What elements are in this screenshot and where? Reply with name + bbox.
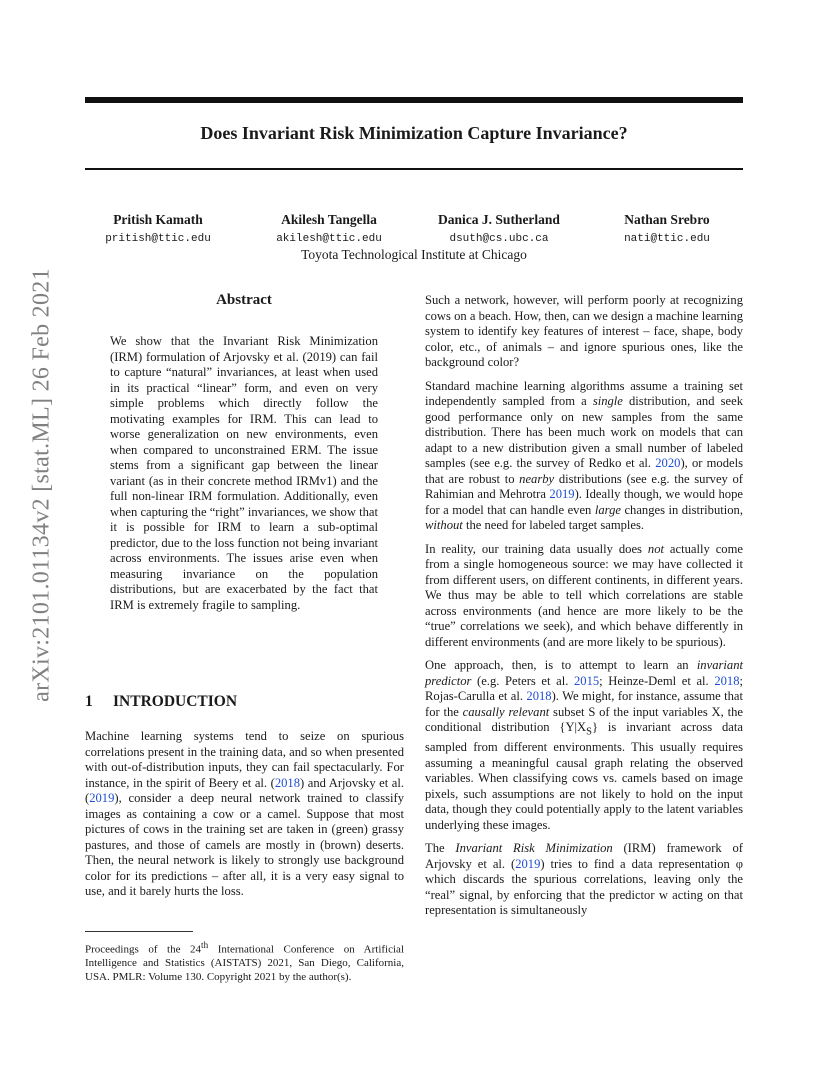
text-run: ). Ideally though, we would hope for a model that can handle even <box>425 487 743 517</box>
text-run: One approach, then, is to attempt to learn an <box>425 658 697 672</box>
section-number: 1 <box>85 693 93 710</box>
superscript: th <box>201 940 209 950</box>
paragraph <box>425 293 743 371</box>
author-block <box>582 212 752 245</box>
emphasis: not <box>647 541 664 556</box>
emphasis: Invariant Risk Minimization <box>455 841 613 856</box>
citation-link[interactable]: 2020 <box>655 456 681 470</box>
text-run: Machine learning systems tend to seize on spurious correlations present in the training data, and so when presented with out-of-distribution inputs, they can fail spectacularly. For instance, in the spirit of Beery et al. ( <box>85 729 404 790</box>
text-run: In reality, our training data usually does <box>425 541 648 556</box>
text-run: Standard machine learning algorithms assume a training set independently sampled from a <box>425 378 743 408</box>
author-name: Danica J. Sutherland <box>438 212 560 227</box>
text-run: the need for labeled target samples. <box>462 518 645 532</box>
text-run: distribution, and seek good performance only on new samples from the same distribution. There has been much work on models that can adapt to a new distribution given a small number of labeled samples (see e.g. the survey of Redko et al. <box>425 394 744 470</box>
author-block <box>414 212 584 245</box>
abstract-heading: Abstract <box>216 292 272 308</box>
subscript: S <box>586 726 592 738</box>
emphasis: nearby <box>519 471 555 486</box>
emphasis: single <box>592 394 623 408</box>
author-name: Nathan Srebro <box>624 212 710 227</box>
citation-link[interactable]: 2019 <box>549 487 575 501</box>
text-run: } is invariant across data sampled from different environments. This usually requires assuming a meaningful causal graph relating the observed variables. When classifying cows vs. camels based on image pixels, such assumptions are not likely to hold on the input data, though they could potentially apply to the latent variables underlying these images. <box>425 720 743 832</box>
citation-link[interactable]: 2018 <box>526 689 552 703</box>
paragraph <box>425 542 743 651</box>
text-run: The <box>425 841 456 856</box>
text-run: (IRM) framework of Arjovsky et al. ( <box>425 841 743 871</box>
text-run: changes in distribution, <box>620 502 743 517</box>
section-heading <box>85 693 237 711</box>
text-run: ). We might, for instance, assume that for the <box>425 689 743 719</box>
author-name: Akilesh Tangella <box>281 212 377 227</box>
emphasis: without <box>425 518 463 532</box>
text-run: ), or models that are robust to <box>425 456 743 486</box>
author-block <box>73 212 243 245</box>
text-run: ; Rojas-Carulla et al. <box>425 673 743 703</box>
paper-title: Does Invariant Risk Minimization Capture Invariance? <box>200 123 628 143</box>
citation-link[interactable]: 2018 <box>714 673 740 688</box>
citation-link[interactable]: 2019 <box>515 856 541 871</box>
text-run: (e.g. Peters et al. <box>471 673 574 688</box>
arxiv-identifier: arXiv:2101.01134v2 [stat.ML] 26 Feb 2021 <box>28 268 55 702</box>
emphasis: causally relevant <box>462 704 550 719</box>
right-column <box>425 293 743 927</box>
abstract-text: We show that the Invariant Risk Minimization (IRM) formulation of Arjovsky et al. (2019) can fail to capture “natural” invariances, at least when used in its practical “linear” form, and even on very simple problems which directly follow the motivating examples for IRM. This can lead to worse generalization on new environments, even when compared to unconstrained ERM. The issue stems from a significant gap between the linear variant (as in their concrete method IRMv1) and the full non-linear IRM formulation. Additionally, even when capturing the “right” invariances, we show that it is possible for IRM to learn a sub-optimal predictor, due to the loss function not being invariant across environments. The issues arise even when measuring invariance on the population distributions, but are exacerbated by the fact that IRM is extremely fragile to sampling. <box>110 334 378 612</box>
paragraph <box>425 841 743 919</box>
author-email: akilesh@ttic.edu <box>276 233 382 245</box>
text-run: Such a network, however, will perform poorly at recognizing cows on a beach. How, then, can we design a machine learning system to identify key features of interest – face, shape, body color, etc., of animals – and ignore spurious ones, like the background color? <box>425 293 743 369</box>
author-email: dsuth@cs.ubc.ca <box>449 233 549 245</box>
text-run: International Conference on Artificial Intelligence and Statistics (AISTATS) 2021, San Diego, California, USA. PMLR: Volume 130. Copyright 2021 by the author(s). <box>85 943 404 983</box>
paragraph <box>425 379 743 534</box>
author-email: nati@ttic.edu <box>624 233 710 245</box>
text-run: ), consider a deep neural network trained to classify images as containing a cow or a camel. Suppose that most pictures of cows in the training set are taken in (green) grassy pastures, and those of camels are mostly in (brown) deserts. Then, the neural network is likely to strongly use background color for its predictions – after all, it is a very easy signal to use, and it barely hurts the loss. <box>85 791 404 898</box>
emphasis: large <box>594 502 621 517</box>
author-block <box>244 212 414 245</box>
text-run: ) and Arjovsky et al. ( <box>85 775 405 805</box>
citation-link[interactable]: 2015 <box>573 673 600 688</box>
citation-link[interactable]: 2018 <box>274 775 300 790</box>
text-run: actually come from a single homogeneous source: we may have collected it from different users, on different continents, in different years. We thus may be able to tell which correlations are stable across environments (and hence are more likely to be the “true” correlations we seek), and which behave differently in different environments (and are more likely to be spurious). <box>425 541 743 649</box>
affiliation: Toyota Technological Institute at Chicago <box>301 247 527 262</box>
title-rule-bottom <box>85 168 743 170</box>
text-run: ; Heinze-Deml et al. <box>599 673 715 688</box>
intro-paragraph <box>85 729 404 900</box>
section-title: INTRODUCTION <box>113 693 238 710</box>
footnote-rule <box>85 931 193 932</box>
text-run: subset S of the input variables X, the conditional distribution {Y|X <box>425 704 743 734</box>
author-email: pritish@ttic.edu <box>105 233 211 245</box>
text-run: distributions (see e.g. the survey of Rahimian and Mehrotra <box>425 471 743 501</box>
text-run: ) tries to find a data representation φ which discards the spurious correlations, leaving only the “real” signal, by enforcing that the predictor w acting on that representation is simultaneously <box>425 856 743 918</box>
paragraph <box>425 658 743 833</box>
emphasis: invariant predictor <box>425 658 743 688</box>
title-rule-top <box>85 97 743 103</box>
citation-link[interactable]: 2019 <box>89 791 115 805</box>
text-run: Proceedings of the 24 <box>85 943 202 956</box>
author-name: Pritish Kamath <box>113 212 203 227</box>
footnote <box>85 939 404 984</box>
